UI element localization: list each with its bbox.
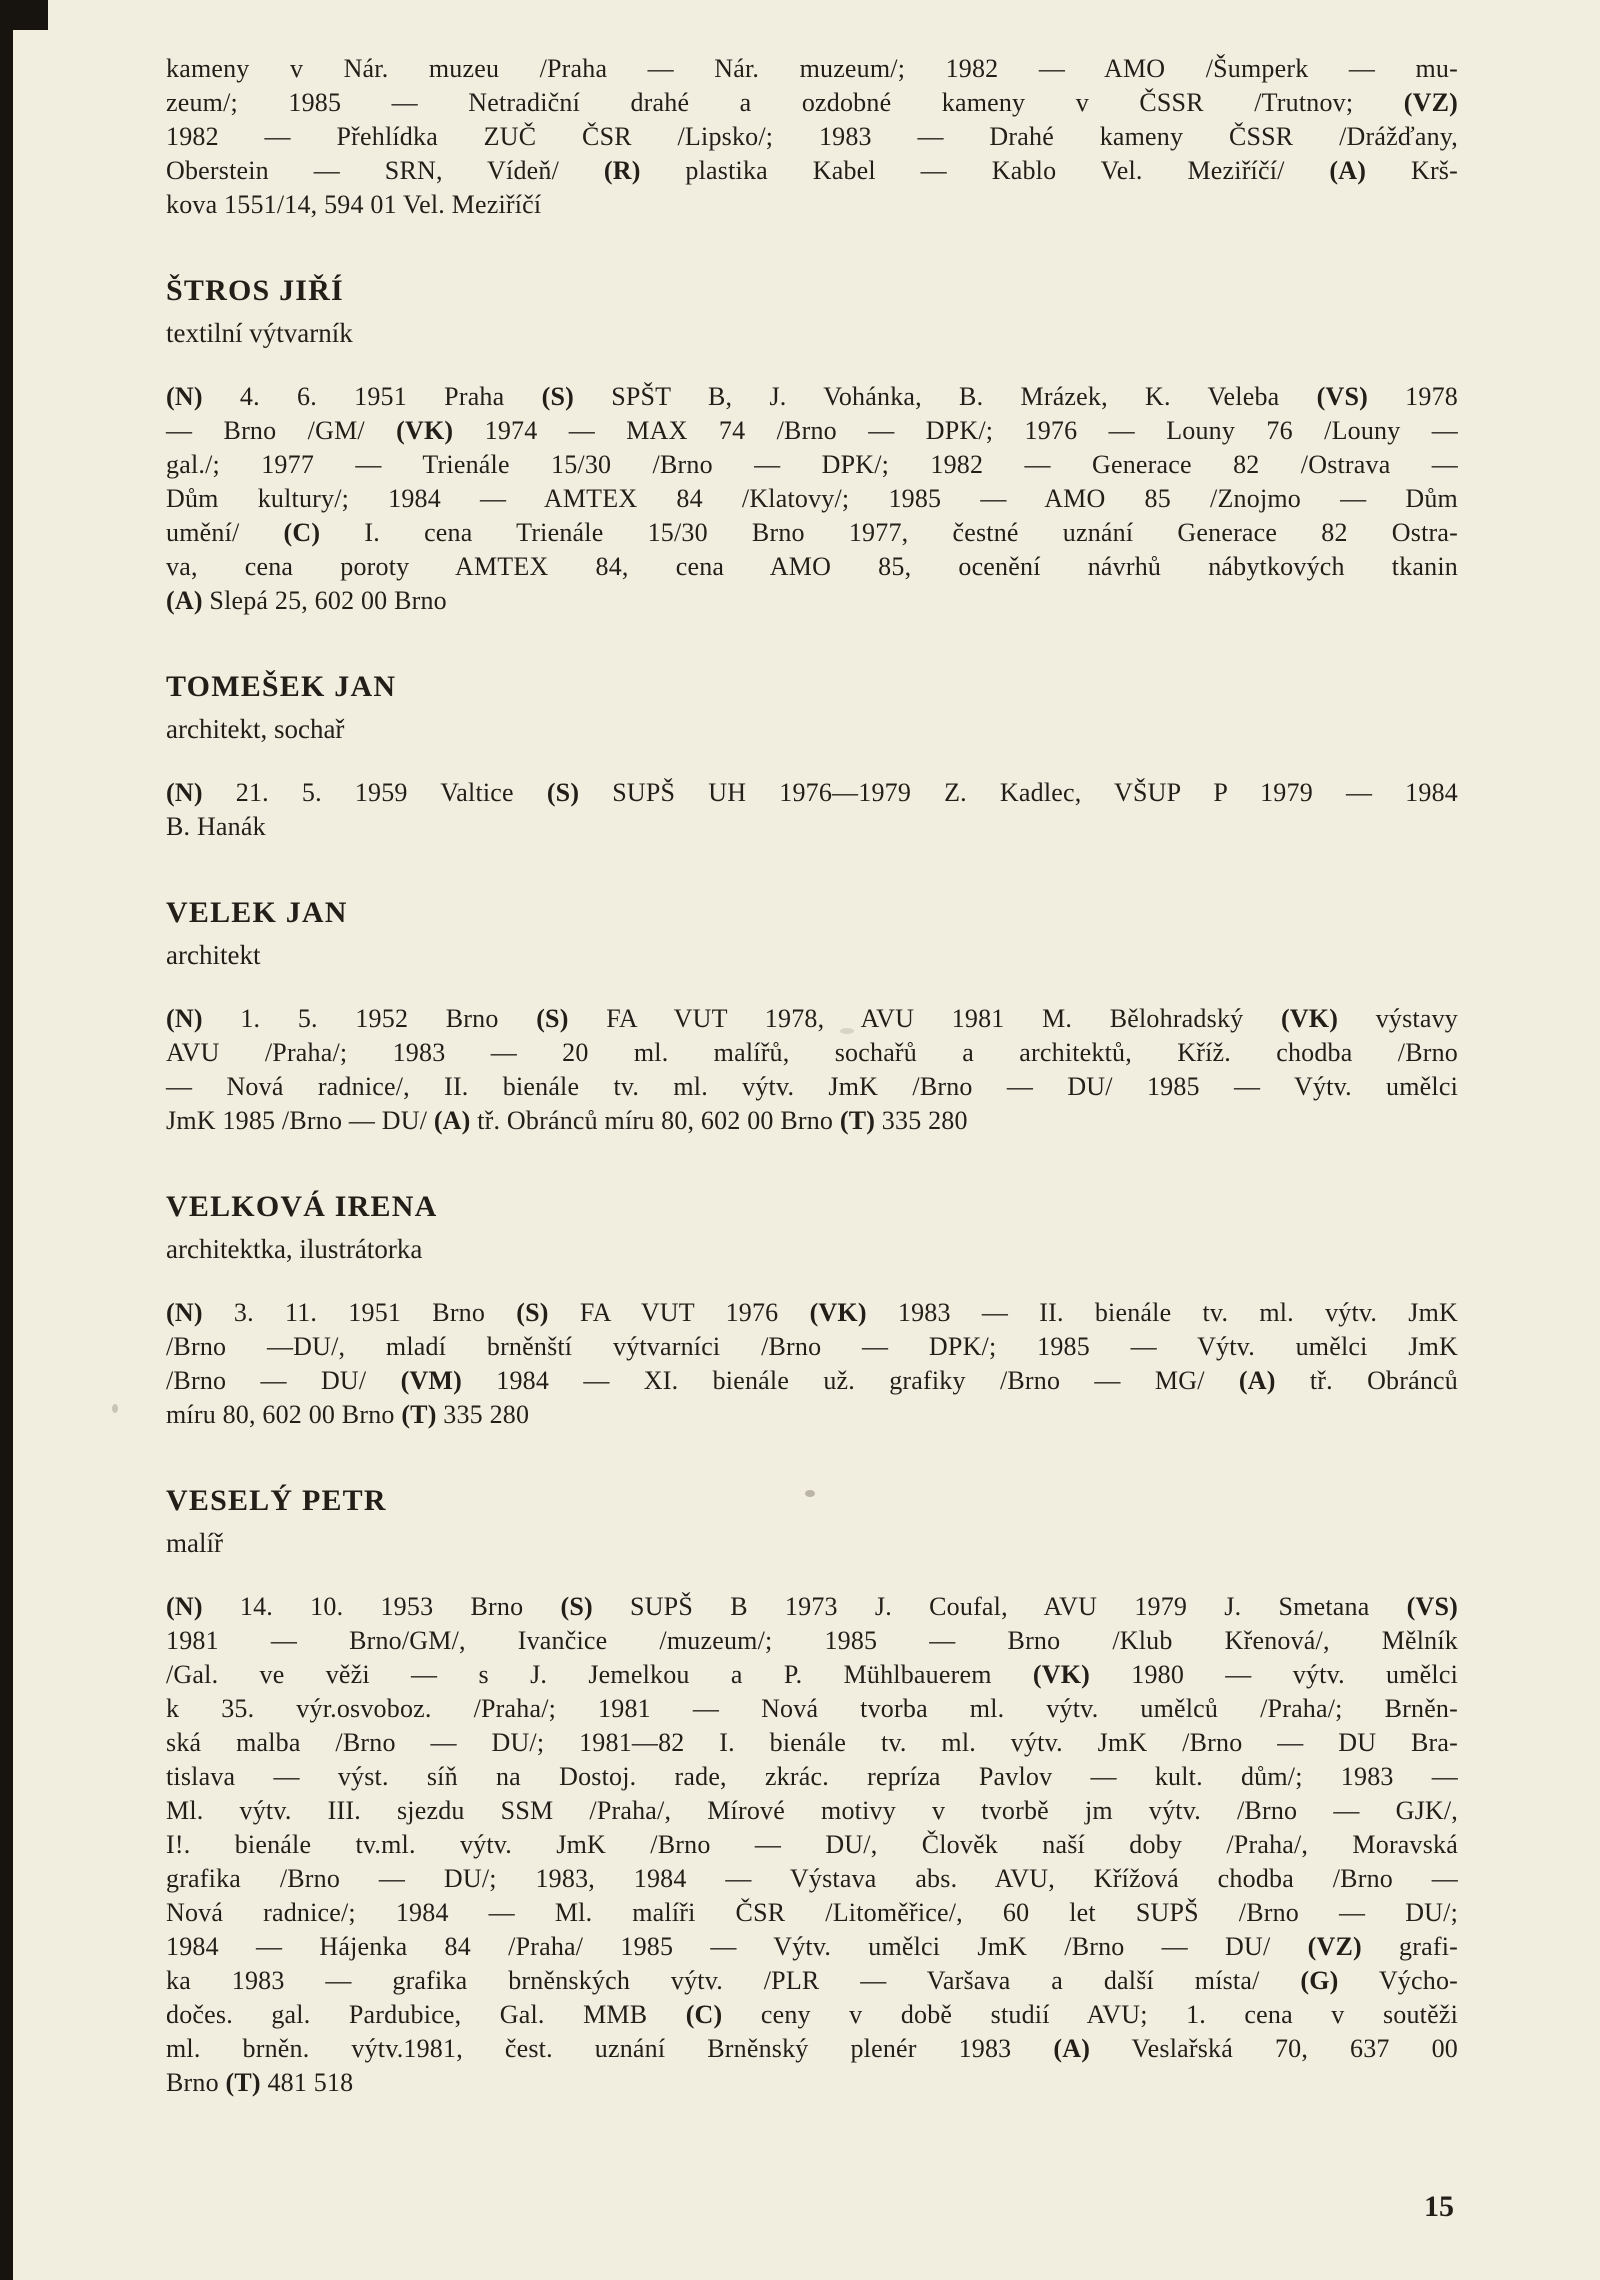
text-line: Brno (T) 481 518 <box>166 2068 354 2097</box>
text-line: grafika /Brno — DU/; 1983, 1984 — Výstava abs. AVU, Křížová chodba /Brno — <box>166 1864 1458 1893</box>
text-line: k 35. výr.osvoboz. /Praha/; 1981 — Nová tvorba ml. výtv. umělců /Praha/; Brněn- <box>166 1694 1458 1723</box>
text-line: dočes. gal. Pardubice, Gal. MMB (C) ceny v době studií AVU; 1. cena v soutěži <box>166 2000 1458 2029</box>
text-line: ka 1983 — grafika brněnských výtv. /PLR — Varšava a další místa/ (G) Výcho- <box>166 1966 1459 1995</box>
text-line: (N) 14. 10. 1953 Brno (S) SUPŠ B 1973 J. Coufal, AVU 1979 J. Smetana (VS) <box>166 1592 1458 1621</box>
entry-profession: architekt, sochař <box>166 714 345 744</box>
text-line: ml. brněn. výtv.1981, čest. uznání Brněnský plenér 1983 (A) Veslařská 70, 637 00 <box>166 2034 1458 2063</box>
text-line: 1982 — Přehlídka ZUČ ČSR /Lipsko/; 1983 — Drahé kameny ČSSR /Drážďany, <box>166 122 1458 151</box>
text-line: AVU /Praha/; 1983 — 20 ml. malířů, sochařů a architektů, Kříž. chodba /Brno <box>166 1038 1458 1067</box>
entry-name: ŠTROS JIŘÍ <box>166 274 344 307</box>
text-line: kameny v Nár. muzeu /Praha — Nár. muzeum/; 1982 — AMO /Šumperk — mu- <box>166 54 1458 83</box>
text-line: (N) 21. 5. 1959 Valtice (S) SUPŠ UH 1976—1979 Z. Kadlec, VŠUP P 1979 — 1984 <box>166 778 1458 807</box>
text-line: — Nová radnice/, II. bienále tv. ml. výtv. JmK /Brno — DU/ 1985 — Výtv. umělci <box>166 1072 1458 1101</box>
text-line: /Brno —DU/, mladí brněnští výtvarníci /Brno — DPK/; 1985 — Výtv. umělci JmK <box>166 1332 1458 1361</box>
entry-body <box>166 776 1458 844</box>
entry-name: VELEK JAN <box>166 896 348 929</box>
text-line: umění/ (C) I. cena Trienále 15/30 Brno 1977, čestné uznání Generace 82 Ostra- <box>166 518 1458 547</box>
text-line: zeum/; 1985 — Netradiční drahé a ozdobné kameny v ČSSR /Trutnov; (VZ) <box>166 88 1458 117</box>
text-line: B. Hanák <box>166 812 266 841</box>
text-line: Nová radnice/; 1984 — Ml. malíři ČSR /Litoměřice/, 60 let SUPŠ /Brno — DU/; <box>166 1898 1458 1927</box>
entry-body <box>166 380 1458 618</box>
text-line: (N) 4. 6. 1951 Praha (S) SPŠT B, J. Vohánka, B. Mrázek, K. Veleba (VS) 1978 <box>166 382 1458 411</box>
entry <box>166 1482 1458 2100</box>
entry-body <box>166 1002 1458 1138</box>
entry-body <box>166 1590 1458 2100</box>
text-line: Dům kultury/; 1984 — AMTEX 84 /Klatovy/; 1985 — AMO 85 /Znojmo — Dům <box>166 484 1458 513</box>
entry-profession: architekt <box>166 940 261 970</box>
text-line: /Gal. ve věži — s J. Jemelkou a P. Mühlbauerem (VK) 1980 — výtv. umělci <box>166 1660 1458 1689</box>
scan-edge-artifact <box>0 0 13 2280</box>
text-line: gal./; 1977 — Trienále 15/30 /Brno — DPK/; 1982 — Generace 82 /Ostrava — <box>166 450 1458 479</box>
text-line: (N) 1. 5. 1952 Brno (S) FA VUT 1978, AVU 1981 M. Bělohradský (VK) výstavy <box>166 1004 1458 1033</box>
entry-profession: malíř <box>166 1528 223 1558</box>
text-line: 1984 — Hájenka 84 /Praha/ 1985 — Výtv. umělci JmK /Brno — DU/ (VZ) grafi- <box>166 1932 1458 1961</box>
text-line: ská malba /Brno — DU/; 1981—82 I. bienále tv. ml. výtv. JmK /Brno — DU Bra- <box>166 1728 1458 1757</box>
text-line: (N) 3. 11. 1951 Brno (S) FA VUT 1976 (VK) 1983 — II. bienále tv. ml. výtv. JmK <box>166 1298 1459 1327</box>
scan-corner-artifact <box>0 0 48 30</box>
text-line: (A) Slepá 25, 602 00 Brno <box>166 586 447 615</box>
entry <box>166 272 1458 618</box>
text-line: 1981 — Brno/GM/, Ivančice /muzeum/; 1985 — Brno /Klub Křenová/, Mělník <box>166 1626 1458 1655</box>
scan-speckle <box>112 1404 118 1413</box>
entry <box>166 894 1458 1138</box>
entry-list <box>166 272 1458 2100</box>
entry-name: VESELÝ PETR <box>166 1484 387 1517</box>
text-line: Ml. výtv. III. sjezdu SSM /Praha/, Mírové motivy v tvorbě jm výtv. /Brno — GJK/, <box>166 1796 1458 1825</box>
text-line: /Brno — DU/ (VM) 1984 — XI. bienále už. grafiky /Brno — MG/ (A) tř. Obránců <box>166 1366 1458 1395</box>
text-line: JmK 1985 /Brno — DU/ (A) tř. Obránců míru 80, 602 00 Brno (T) 335 280 <box>166 1106 968 1135</box>
entry-profession: textilní výtvarník <box>166 318 353 348</box>
text-line: va, cena poroty AMTEX 84, cena AMO 85, ocenění návrhů nábytkových tkanin <box>166 552 1458 581</box>
entry-body <box>166 1296 1458 1432</box>
text-line: Oberstein — SRN, Vídeň/ (R) plastika Kabel — Kablo Vel. Meziříčí/ (A) Krš- <box>166 156 1458 185</box>
text-line: I!. bienále tv.ml. výtv. JmK /Brno — DU/, Člověk naší doby /Praha/, Moravská <box>166 1830 1458 1859</box>
text-line: kova 1551/14, 594 01 Vel. Meziříčí <box>166 190 542 219</box>
entry <box>166 1188 1458 1432</box>
text-line: míru 80, 602 00 Brno (T) 335 280 <box>166 1400 530 1429</box>
text-line: — Brno /GM/ (VK) 1974 — MAX 74 /Brno — DPK/; 1976 — Louny 76 /Louny — <box>166 416 1458 445</box>
text-line: tislava — výst. síň na Dostoj. rade, zkrác. repríza Pavlov — kult. dům/; 1983 — <box>166 1762 1458 1791</box>
entry-name: TOMEŠEK JAN <box>166 670 397 703</box>
page-number: 15 <box>1424 2190 1454 2223</box>
entry-name: VELKOVÁ IRENA <box>166 1190 438 1223</box>
continuation-paragraph <box>166 52 1458 222</box>
page-content <box>166 52 1458 2100</box>
entry-profession: architektka, ilustrátorka <box>166 1234 423 1264</box>
entry <box>166 668 1458 844</box>
